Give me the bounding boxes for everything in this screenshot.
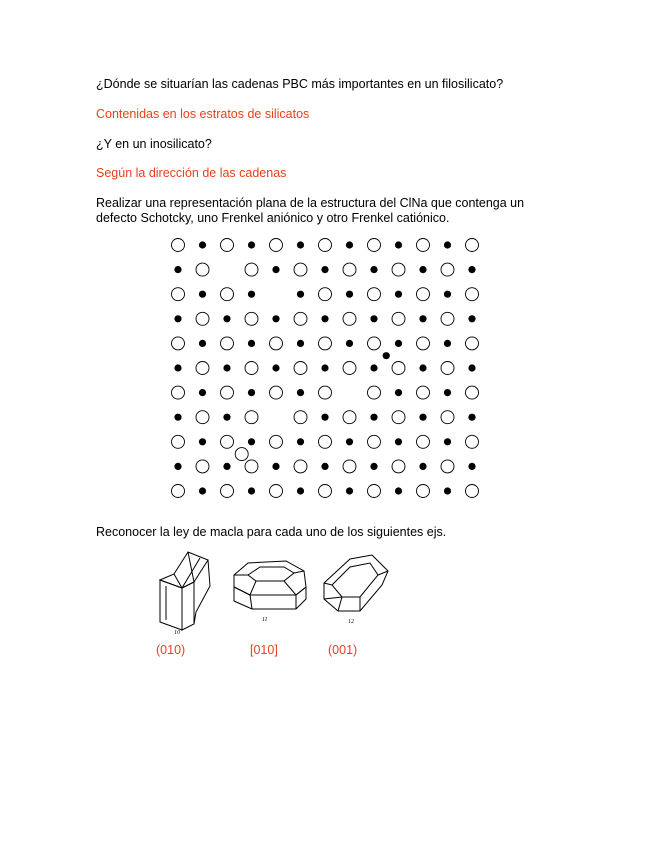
cation-site (248, 438, 255, 445)
figure-number: 11 (262, 617, 268, 623)
anion-site (221, 386, 234, 399)
anion-site (368, 239, 381, 252)
cation-site (444, 241, 451, 248)
anion-site (441, 411, 454, 424)
cation-site (223, 463, 230, 470)
anion-site (392, 411, 405, 424)
cation-site (444, 389, 451, 396)
question-1: ¿Dónde se situarían las cadenas PBC más importantes en un filosilicato? (96, 77, 504, 91)
anion-site (466, 485, 479, 498)
anion-site (392, 460, 405, 473)
anion-site (466, 435, 479, 448)
anion-site (319, 485, 332, 498)
anion-site (441, 312, 454, 325)
cation-site (199, 438, 206, 445)
answer-figure-11: [010] (250, 643, 278, 657)
answer-figure-10: (010) (156, 643, 186, 657)
anion-site (417, 485, 430, 498)
cation-site (174, 266, 181, 273)
cation-site (395, 340, 402, 347)
anion-site (466, 239, 479, 252)
anion-site (245, 411, 258, 424)
anion-site (270, 337, 283, 350)
answer-1: Contenidas en los estratos de silicatos (96, 107, 310, 121)
anion-site (196, 312, 209, 325)
anion-site (319, 239, 332, 252)
question-3: Realizar una representación plana de la estructura del ClNa que contenga un defecto Schotcky, uno Frenkel aniónico y otro Frenkel catiónico. (96, 196, 525, 225)
anion-site (172, 485, 185, 498)
cation-site (272, 266, 279, 273)
cation-site (223, 315, 230, 322)
question-2: ¿Y en un inosilicato? (96, 137, 212, 151)
crystal-figure-10 (154, 550, 216, 636)
cation-site (174, 364, 181, 371)
anion-site (417, 386, 430, 399)
anion-site (172, 435, 185, 448)
cation-site (395, 487, 402, 494)
cation-site (346, 340, 353, 347)
cation-site (419, 463, 426, 470)
anion-site (319, 386, 332, 399)
cation-site (297, 438, 304, 445)
cation-site (174, 315, 181, 322)
cation-site (346, 487, 353, 494)
anion-site (319, 288, 332, 301)
cation-site (297, 241, 304, 248)
anion-site (368, 288, 381, 301)
anion-site (245, 263, 258, 276)
anion-site (294, 312, 307, 325)
anion-site (196, 411, 209, 424)
crystal-figure-11 (230, 557, 310, 627)
cation-site (346, 241, 353, 248)
anion-site (172, 239, 185, 252)
cation-site (174, 463, 181, 470)
anion-site (441, 362, 454, 375)
figure-number: 10 (174, 630, 180, 636)
cation-site (321, 414, 328, 421)
anion-site (466, 386, 479, 399)
cation-site (272, 364, 279, 371)
cation-site (199, 340, 206, 347)
anion-site (368, 435, 381, 448)
anion-site (417, 435, 430, 448)
cation-site (395, 291, 402, 298)
anion-site (221, 288, 234, 301)
cation-site (199, 389, 206, 396)
anion-site (172, 386, 185, 399)
cation-site (199, 291, 206, 298)
cation-site (248, 487, 255, 494)
cation-site (297, 291, 304, 298)
cation-site (444, 487, 451, 494)
cation-site (468, 364, 475, 371)
cation-site (321, 463, 328, 470)
anion-site (466, 337, 479, 350)
cation-site (174, 414, 181, 421)
anion-site (196, 362, 209, 375)
anion-site (221, 435, 234, 448)
anion-site (343, 263, 356, 276)
cation-site (468, 315, 475, 322)
interstitial-cation (383, 352, 390, 359)
cation-site (370, 364, 377, 371)
anion-site (221, 485, 234, 498)
anion-site (343, 362, 356, 375)
anion-site (245, 312, 258, 325)
anion-site (270, 435, 283, 448)
cation-site (370, 463, 377, 470)
anion-site (245, 362, 258, 375)
cation-site (419, 266, 426, 273)
anion-site (270, 485, 283, 498)
nacl-lattice-diagram (166, 233, 486, 503)
anion-site (417, 239, 430, 252)
cation-site (468, 414, 475, 421)
anion-site (441, 263, 454, 276)
anion-site (368, 337, 381, 350)
anion-site (294, 411, 307, 424)
cation-site (419, 315, 426, 322)
cation-site (321, 266, 328, 273)
anion-site (343, 312, 356, 325)
anion-site (270, 386, 283, 399)
cation-site (468, 266, 475, 273)
anion-site (319, 435, 332, 448)
anion-site (270, 239, 283, 252)
cation-site (370, 414, 377, 421)
cation-site (468, 463, 475, 470)
anion-site (343, 460, 356, 473)
cation-site (395, 241, 402, 248)
cation-site (395, 438, 402, 445)
cation-site (346, 291, 353, 298)
anion-site (294, 263, 307, 276)
interstitial-anion (235, 448, 248, 461)
anion-site (466, 288, 479, 301)
anion-site (294, 460, 307, 473)
anion-site (441, 460, 454, 473)
anion-site (417, 288, 430, 301)
cation-site (223, 414, 230, 421)
cation-site (297, 389, 304, 396)
cation-site (199, 241, 206, 248)
figure-number: 12 (348, 619, 354, 625)
crystal-figure-12 (320, 553, 392, 629)
cation-site (395, 389, 402, 396)
anion-site (196, 263, 209, 276)
answer-2: Según la dirección de las cadenas (96, 166, 287, 180)
anion-site (343, 411, 356, 424)
cation-site (419, 364, 426, 371)
cation-site (223, 364, 230, 371)
anion-site (221, 337, 234, 350)
cation-site (444, 438, 451, 445)
anion-site (221, 239, 234, 252)
anion-site (172, 288, 185, 301)
anion-site (392, 362, 405, 375)
cation-site (321, 315, 328, 322)
anion-site (368, 386, 381, 399)
cation-site (248, 389, 255, 396)
cation-site (370, 315, 377, 322)
cation-site (272, 315, 279, 322)
cation-site (321, 364, 328, 371)
cation-site (272, 463, 279, 470)
anion-site (417, 337, 430, 350)
anion-site (392, 263, 405, 276)
cation-site (444, 291, 451, 298)
anion-site (392, 312, 405, 325)
question-4: Reconocer la ley de macla para cada uno de los siguientes ejs. (96, 525, 447, 539)
cation-site (419, 414, 426, 421)
answer-figure-12: (001) (328, 643, 358, 657)
cation-site (248, 241, 255, 248)
cation-site (248, 340, 255, 347)
anion-site (319, 337, 332, 350)
anion-site (196, 460, 209, 473)
cation-site (370, 266, 377, 273)
anion-site (368, 485, 381, 498)
anion-site (172, 337, 185, 350)
cation-site (297, 340, 304, 347)
cation-site (248, 291, 255, 298)
anion-site (245, 460, 258, 473)
cation-site (297, 487, 304, 494)
anion-site (294, 362, 307, 375)
cation-site (199, 487, 206, 494)
cation-site (444, 340, 451, 347)
cation-site (346, 438, 353, 445)
